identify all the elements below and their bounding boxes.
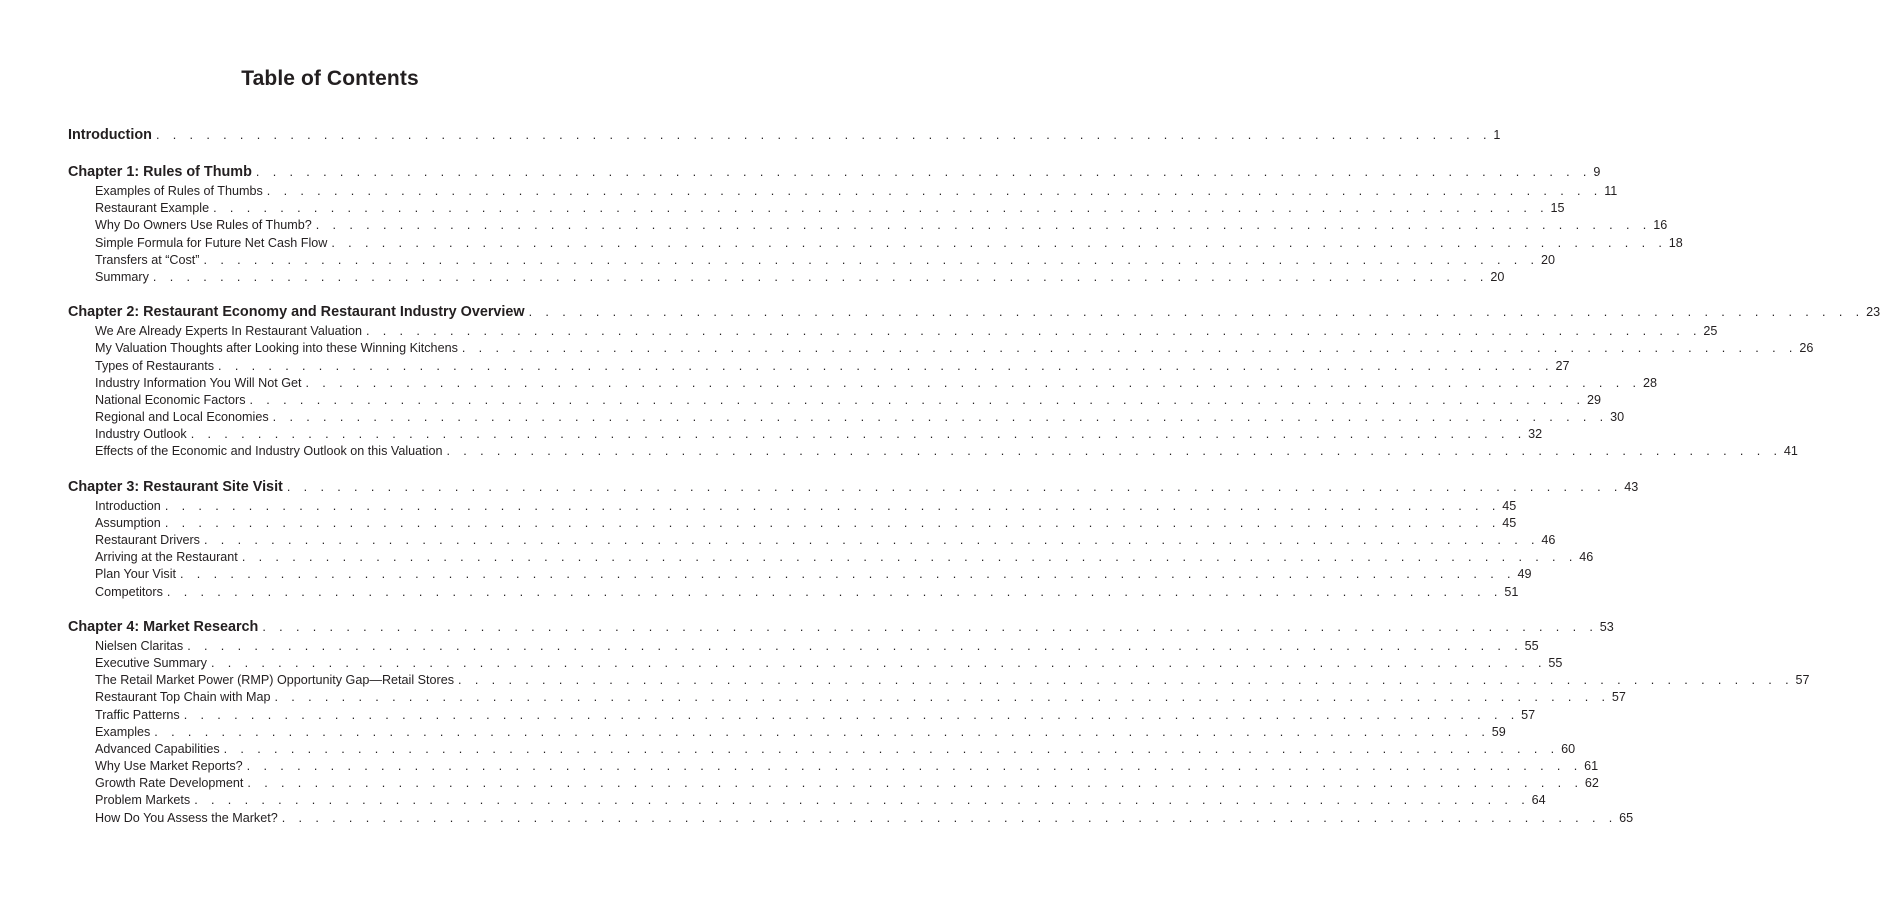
toc-entry[interactable]	[68, 775, 1599, 792]
toc-entry-label: Advanced Capabilities	[95, 741, 220, 756]
toc-entry-label: Examples	[95, 724, 151, 739]
toc-heading-page-number: 43	[1624, 479, 1639, 494]
toc-heading-label: Chapter 1: Rules of Thumb	[68, 164, 252, 180]
dot-leader: . . . . . . . . . . . . . . . . . . . . . . . . . . . . . . . . . . . . . . . . . . . . . . . . . . . . . . . . . . . . . . . . . . . . . . . . . . . . . . . .	[180, 567, 1516, 582]
dot-leader: . . . . . . . . . . . . . . . . . . . . . . . . . . . . . . . . . . . . . . . . . . . . . . . . . . . . . . . . . . . . . . . . . . . . . . . . . . . . . . . .	[246, 759, 1583, 774]
dot-leader: . . . . . . . . . . . . . . . . . . . . . . . . . . . . . . . . . . . . . . . . . . . . . . . . . . . . . . . . . . . . . . . . . . . . . . . . . . . . . . . .	[255, 165, 1592, 179]
dot-leader: . . . . . . . . . . . . . . . . . . . . . . . . . . . . . . . . . . . . . . . . . . . . . . . . . . . . . . . . . . . . . . . . . . . . . . . . . . . . . . . .	[152, 269, 1489, 284]
dot-leader: . . . . . . . . . . . . . . . . . . . . . . . . . . . . . . . . . . . . . . . . . . . . . . . . . . . . . . . . . . . . . . . . . . . . . . . . . . . . . . . .	[305, 375, 1641, 390]
toc-entry[interactable]	[68, 707, 1536, 724]
dot-leader: . . . . . . . . . . . . . . . . . . . . . . . . . . . . . . . . . . . . . . . . . . . . . . . . . . . . . . . . . . . . . . . . . . . . . . . . . . . . . . . .	[262, 619, 1598, 634]
dot-leader: . . . . . . . . . . . . . . . . . . . . . . . . . . . . . . . . . . . . . . . . . . . . . . . . . . . . . . . . . . . . . . . . . . . . . . . . . . . . . . . .	[274, 690, 1610, 705]
toc-section	[68, 125, 1501, 146]
dot-leader: . . . . . . . . . . . . . . . . . . . . . . . . . . . . . . . . . . . . . . . . . . . . . . . . . . . . . . . . . . . . . . . . . . . . . . . . . . . . . . . .	[164, 515, 1501, 530]
dot-leader: . . . . . . . . . . . . . . . . . . . . . . . . . . . . . . . . . . . . . . . . . . . . . . . . . . . . . . . . . . . . . . . . . . . . . . . . . . . . . . . .	[223, 741, 1560, 756]
toc-entry-page-number: 16	[1653, 218, 1668, 233]
toc-entry-label: How Do You Assess the Market?	[95, 810, 278, 825]
toc-entry-label: Competitors	[95, 584, 163, 599]
toc-entry[interactable]	[68, 532, 1556, 549]
toc-entry-label: My Valuation Thoughts after Looking into these Winning Kitchens	[95, 341, 458, 356]
toc-entry-page-number: 65	[1619, 810, 1634, 825]
toc-entry-page-number: 26	[1799, 341, 1814, 356]
toc-entry[interactable]	[68, 217, 1668, 234]
toc-entry[interactable]	[68, 323, 1718, 340]
dot-leader: . . . . . . . . . . . . . . . . . . . . . . . . . . . . . . . . . . . . . . . . . . . . . . . . . . . . . . . . . . . . . . . . . . . . . . . . . . . . . . . .	[203, 533, 1540, 547]
toc-entry-page-number: 29	[1586, 392, 1601, 407]
table-of-contents	[68, 125, 1880, 843]
dot-leader: . . . . . . . . . . . . . . . . . . . . . . . . . . . . . . . . . . . . . . . . . . . . . . . . . . . . . . . . . . . . . . . . . . . . . . . . . . . . . . . .	[286, 479, 1623, 494]
dot-leader: . . . . . . . . . . . . . . . . . . . . . . . . . . . . . . . . . . . . . . . . . . . . . . . . . . . . . . . . . . . . . . . . . . . . . . . . . . . . . . . .	[458, 673, 1794, 688]
toc-entry-page-number: 28	[1642, 375, 1657, 390]
toc-section	[68, 617, 1810, 827]
toc-entry[interactable]	[68, 358, 1570, 375]
toc-entry[interactable]	[68, 672, 1810, 689]
dot-leader: . . . . . . . . . . . . . . . . . . . . . . . . . . . . . . . . . . . . . . . . . . . . . . . . . . . . . . . . . . . . . . . . . . . . . . . . . . . . . . . .	[247, 776, 1583, 791]
dot-leader: . . . . . . . . . . . . . . . . . . . . . . . . . . . . . . . . . . . . . . . . . . . . . . . . . . . . . . . . . . . . . . . . . . . . . . . . . . . . . . . .	[266, 184, 1603, 198]
toc-entry-page-number: 25	[1703, 324, 1718, 339]
toc-entry-label: Restaurant Drivers	[95, 533, 200, 547]
toc-entry[interactable]	[68, 269, 1505, 286]
toc-heading-label: Chapter 4: Market Research	[68, 618, 259, 635]
toc-entry-page-number: 46	[1541, 533, 1556, 547]
toc-entry-page-number: 18	[1668, 235, 1683, 250]
toc-entry-label: Restaurant Example	[95, 201, 210, 216]
toc-entry-label: Summary	[95, 269, 149, 284]
dot-leader: . . . . . . . . . . . . . . . . . . . . . . . . . . . . . . . . . . . . . . . . . . . . . . . . . . . . . . . . . . . . . . . . . . . . . . . . . . . . . . . .	[281, 810, 1618, 825]
toc-entry-page-number: 30	[1610, 410, 1625, 425]
toc-entry-label: The Retail Market Power (RMP) Opportunity Gap—Retail Stores	[95, 673, 455, 688]
toc-entry[interactable]	[68, 741, 1576, 758]
toc-entry-label: Assumption	[95, 515, 161, 530]
toc-entry[interactable]	[68, 549, 1594, 566]
toc-entry-page-number: 51	[1504, 584, 1519, 599]
toc-heading[interactable]	[68, 477, 1639, 498]
toc-page	[68, 0, 1880, 912]
dot-leader: . . . . . . . . . . . . . . . . . . . . . . . . . . . . . . . . . . . . . . . . . . . . . . . . . . . . . . . . . . . . . . . . . . . . . . . . . . . . . . . .	[213, 201, 1549, 216]
toc-entry[interactable]	[68, 810, 1634, 827]
dot-leader: . . . . . . . . . . . . . . . . . . . . . . . . . . . . . . . . . . . . . . . . . . . . . . . . . . . . . . . . . . . . . . . . . . . . . . . . . . . . . . . .	[446, 444, 1782, 459]
toc-heading-label: Introduction	[68, 127, 152, 143]
dot-leader: . . . . . . . . . . . . . . . . . . . . . . . . . . . . . . . . . . . . . . . . . . . . . . . . . . . . . . . . . . . . . . . . . . . . . . . . . . . . . . . .	[331, 235, 1667, 250]
toc-entry[interactable]	[68, 584, 1519, 601]
toc-entry-page-number: 60	[1561, 741, 1576, 756]
toc-entry-page-number: 57	[1521, 707, 1536, 722]
toc-entry-page-number: 46	[1579, 550, 1594, 565]
toc-section	[68, 477, 1639, 601]
toc-entry-page-number: 59	[1491, 724, 1506, 739]
dot-leader: . . . . . . . . . . . . . . . . . . . . . . . . . . . . . . . . . . . . . . . . . . . . . . . . . . . . . . . . . . . . . . . . . . . . . . . . . . . . . . . .	[166, 584, 1503, 599]
toc-heading[interactable]	[68, 162, 1601, 183]
toc-entry-label: Why Do Owners Use Rules of Thumb?	[95, 218, 312, 233]
dot-leader: . . . . . . . . . . . . . . . . . . . . . . . . . . . . . . . . . . . . . . . . . . . . . . . . . . . . . . . . . . . . . . . . . . . . . . . . . . . . . . . .	[272, 410, 1609, 425]
toc-entry-label: Examples of Rules of Thumbs	[95, 184, 263, 198]
toc-entry[interactable]	[68, 340, 1814, 357]
toc-entry-page-number: 57	[1611, 690, 1626, 705]
toc-heading[interactable]	[68, 617, 1614, 638]
toc-entry[interactable]	[68, 498, 1517, 515]
toc-entry-label: Nielsen Claritas	[95, 638, 184, 653]
toc-entry-page-number: 45	[1502, 515, 1517, 530]
dot-leader: . . . . . . . . . . . . . . . . . . . . . . . . . . . . . . . . . . . . . . . . . . . . . . . . . . . . . . . . . . . . . . . . . . . . . . . . . . . . . . . .	[164, 498, 1501, 513]
toc-entry-label: Simple Formula for Future Net Cash Flow	[95, 235, 328, 250]
dot-leader: . . . . . . . . . . . . . . . . . . . . . . . . . . . . . . . . . . . . . . . . . . . . . . . . . . . . . . . . . . . . . . . . . . . . . . . . . . . . . . . .	[218, 358, 1554, 373]
toc-entry[interactable]	[68, 252, 1555, 269]
toc-entry-page-number: 49	[1517, 567, 1532, 582]
dot-leader: . . . . . . . . . . . . . . . . . . . . . . . . . . . . . . . . . . . . . . . . . . . . . . . . . . . . . . . . . . . . . . . . . . . . . . . . . . . . . . . .	[528, 305, 1865, 320]
toc-heading-page-number: 1	[1493, 128, 1501, 142]
toc-entry[interactable]	[68, 655, 1563, 672]
dot-leader: . . . . . . . . . . . . . . . . . . . . . . . . . . . . . . . . . . . . . . . . . . . . . . . . . . . . . . . . . . . . . . . . . . . . . . . . . . . . . . . .	[241, 550, 1578, 565]
toc-entry-label: Plan Your Visit	[95, 567, 176, 582]
toc-entry-label: We Are Already Experts In Restaurant Valuation	[95, 324, 362, 339]
toc-entry-label: Traffic Patterns	[95, 707, 180, 722]
toc-entry-page-number: 55	[1548, 655, 1563, 670]
toc-heading-page-number: 23	[1866, 305, 1880, 320]
toc-entry-label: Why Use Market Reports?	[95, 759, 243, 774]
toc-entry-page-number: 61	[1584, 759, 1599, 774]
toc-entry-label: Restaurant Top Chain with Map	[95, 690, 271, 705]
toc-entry[interactable]	[68, 183, 1618, 200]
dot-leader: . . . . . . . . . . . . . . . . . . . . . . . . . . . . . . . . . . . . . . . . . . . . . . . . . . . . . . . . . . . . . . . . . . . . . . . . . . . . . . . .	[154, 724, 1490, 739]
toc-entry-label: National Economic Factors	[95, 392, 246, 407]
toc-entry[interactable]	[68, 426, 1543, 443]
toc-entry-label: Industry Outlook	[95, 427, 187, 442]
toc-entry-label: Industry Information You Will Not Get	[95, 375, 302, 390]
dot-leader: . . . . . . . . . . . . . . . . . . . . . . . . . . . . . . . . . . . . . . . . . . . . . . . . . . . . . . . . . . . . . . . . . . . . . . . . . . . . . . . .	[155, 128, 1492, 142]
toc-entry-page-number: 11	[1604, 184, 1618, 198]
toc-entry-label: Effects of the Economic and Industry Outlook on this Valuation	[95, 444, 443, 459]
toc-entry[interactable]	[68, 375, 1657, 392]
toc-heading-page-number: 9	[1593, 165, 1601, 179]
dot-leader: . . . . . . . . . . . . . . . . . . . . . . . . . . . . . . . . . . . . . . . . . . . . . . . . . . . . . . . . . . . . . . . . . . . . . . . . . . . . . . . .	[315, 218, 1652, 233]
toc-entry[interactable]	[68, 515, 1517, 532]
toc-heading-label: Chapter 2: Restaurant Economy and Restaurant Industry Overview	[68, 304, 525, 321]
toc-section	[68, 162, 1683, 286]
toc-heading-page-number: 53	[1599, 619, 1614, 634]
dot-leader: . . . . . . . . . . . . . . . . . . . . . . . . . . . . . . . . . . . . . . . . . . . . . . . . . . . . . . . . . . . . . . . . . . . . . . . . . . . . . . . .	[194, 793, 1530, 808]
dot-leader: . . . . . . . . . . . . . . . . . . . . . . . . . . . . . . . . . . . . . . . . . . . . . . . . . . . . . . . . . . . . . . . . . . . . . . . . . . . . . . . .	[190, 427, 1527, 442]
toc-heading[interactable]	[68, 125, 1501, 146]
toc-entry-page-number: 20	[1490, 269, 1505, 284]
toc-entry[interactable]	[68, 566, 1532, 583]
toc-entry-page-number: 55	[1524, 638, 1539, 653]
toc-heading[interactable]	[68, 302, 1880, 323]
dot-leader: . . . . . . . . . . . . . . . . . . . . . . . . . . . . . . . . . . . . . . . . . . . . . . . . . . . . . . . . . . . . . . . . . . . . . . . . . . . . . . . .	[187, 638, 1523, 653]
toc-entry-page-number: 62	[1584, 776, 1599, 791]
toc-entry-page-number: 15	[1550, 201, 1565, 216]
toc-entry[interactable]	[68, 724, 1506, 741]
toc-entry[interactable]	[68, 758, 1599, 775]
dot-leader: . . . . . . . . . . . . . . . . . . . . . . . . . . . . . . . . . . . . . . . . . . . . . . . . . . . . . . . . . . . . . . . . . . . . . . . . . . . . . . . .	[183, 707, 1520, 722]
toc-heading-label: Chapter 3: Restaurant Site Visit	[68, 478, 283, 495]
toc-entry-label: Transfers at “Cost”	[95, 252, 200, 267]
toc-entry-label: Types of Restaurants	[95, 358, 215, 373]
toc-entry[interactable]	[68, 638, 1539, 655]
dot-leader: . . . . . . . . . . . . . . . . . . . . . . . . . . . . . . . . . . . . . . . . . . . . . . . . . . . . . . . . . . . . . . . . . . . . . . . . . . . . . . . .	[210, 655, 1547, 670]
toc-entry-page-number: 20	[1540, 252, 1555, 267]
page-title: Table of Contents	[241, 67, 419, 90]
toc-section	[68, 302, 1880, 461]
toc-entry-label: Arriving at the Restaurant	[95, 550, 238, 565]
toc-entry-page-number: 57	[1795, 673, 1810, 688]
toc-entry[interactable]	[68, 235, 1683, 252]
toc-entry[interactable]	[68, 689, 1626, 706]
toc-entry-page-number: 27	[1555, 358, 1570, 373]
toc-entry[interactable]	[68, 409, 1625, 426]
toc-entry[interactable]	[68, 443, 1798, 460]
toc-entry-label: Regional and Local Economies	[95, 410, 269, 425]
dot-leader: . . . . . . . . . . . . . . . . . . . . . . . . . . . . . . . . . . . . . . . . . . . . . . . . . . . . . . . . . . . . . . . . . . . . . . . . . . . . . . . .	[365, 324, 1702, 339]
toc-entry-label: Growth Rate Development	[95, 776, 244, 791]
toc-entry-page-number: 64	[1531, 793, 1546, 808]
toc-entry[interactable]	[68, 200, 1565, 217]
toc-entry-page-number: 32	[1528, 427, 1543, 442]
toc-entry-label: Executive Summary	[95, 655, 207, 670]
toc-entry[interactable]	[68, 392, 1601, 409]
toc-entry-page-number: 45	[1502, 498, 1517, 513]
toc-entry-label: Introduction	[95, 498, 161, 513]
dot-leader: . . . . . . . . . . . . . . . . . . . . . . . . . . . . . . . . . . . . . . . . . . . . . . . . . . . . . . . . . . . . . . . . . . . . . . . . . . . . . . . .	[461, 341, 1798, 356]
dot-leader: . . . . . . . . . . . . . . . . . . . . . . . . . . . . . . . . . . . . . . . . . . . . . . . . . . . . . . . . . . . . . . . . . . . . . . . . . . . . . . . .	[203, 252, 1539, 267]
toc-entry[interactable]	[68, 792, 1546, 809]
toc-entry-page-number: 41	[1783, 444, 1798, 459]
toc-entry-label: Problem Markets	[95, 793, 191, 808]
dot-leader: . . . . . . . . . . . . . . . . . . . . . . . . . . . . . . . . . . . . . . . . . . . . . . . . . . . . . . . . . . . . . . . . . . . . . . . . . . . . . . . .	[249, 392, 1585, 407]
